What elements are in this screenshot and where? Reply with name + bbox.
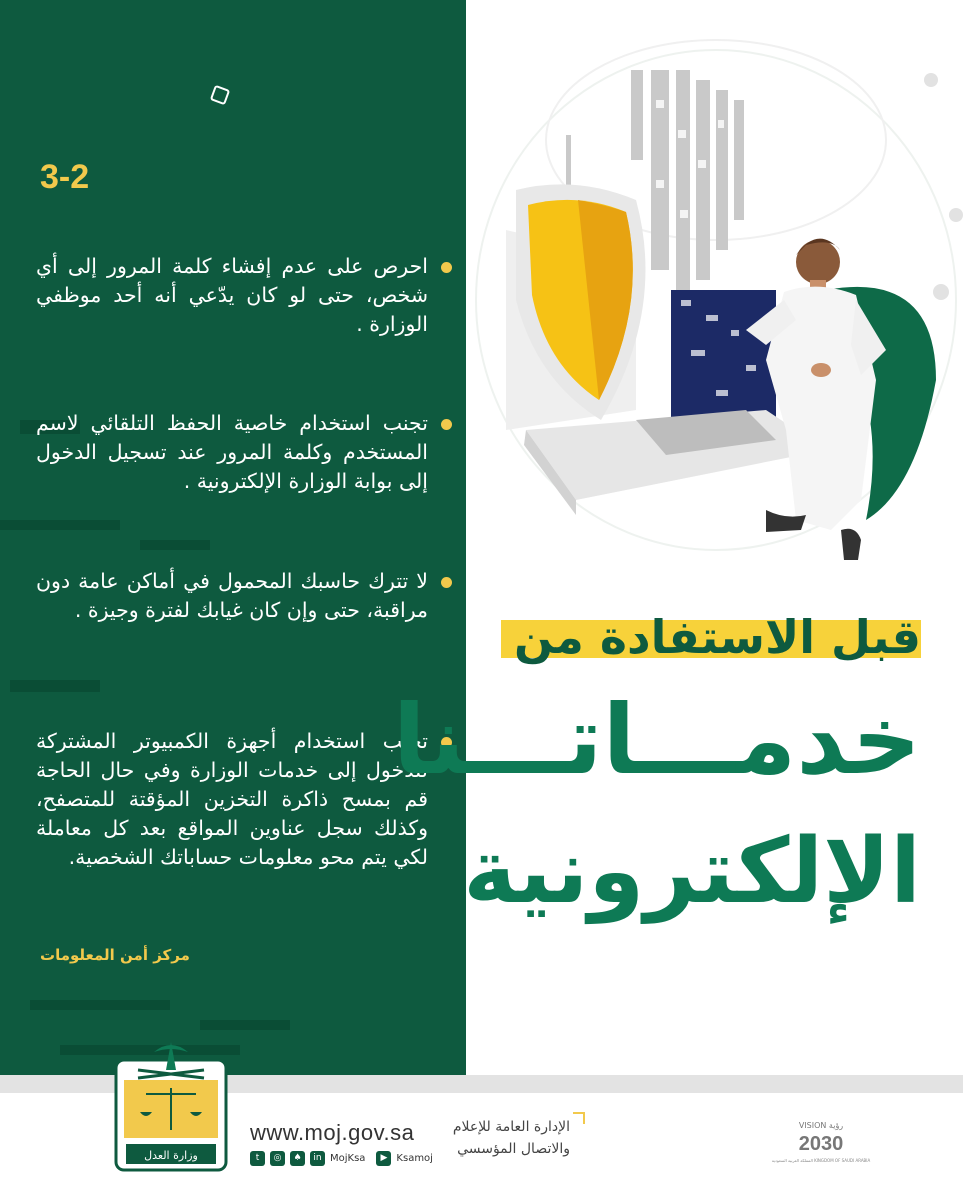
tip-text: لا تترك حاسبك المحمول في أماكن عامة دون مراقبة، حتى وإن كان غيابك لفترة وجيزة . bbox=[36, 569, 428, 622]
tip-text: تجنب استخدام خاصية الحفظ التلقائي لاسم المستخدم وكلمة المرور عند تسجيل الدخول إلى بوابة الوزارة الإلكترونية . bbox=[36, 411, 428, 493]
title-line-1 bbox=[513, 610, 921, 664]
page-number: 3-2 bbox=[40, 158, 90, 196]
vision-label: VISION رؤية bbox=[798, 1121, 844, 1130]
instagram-icon[interactable]: ◎ bbox=[270, 1151, 285, 1166]
social-handle: MojKsa bbox=[330, 1152, 366, 1164]
bullet-dot-icon bbox=[441, 577, 452, 588]
vision-2030-logo bbox=[771, 1118, 871, 1170]
tip-item bbox=[36, 567, 428, 625]
title-line-3: الإلكترونية bbox=[463, 819, 921, 924]
linkedin-icon[interactable]: in bbox=[310, 1151, 325, 1166]
decor-block bbox=[10, 680, 100, 692]
tip-item bbox=[36, 252, 428, 339]
vision-year: 2030 bbox=[798, 1133, 844, 1155]
social-handle: Ksamoj bbox=[396, 1152, 433, 1164]
logo-text: وزارة العدل bbox=[144, 1149, 198, 1162]
title-line-2: خدمـــاتـــنا bbox=[392, 684, 921, 796]
tip-text: تجنب استخدام أجهزة الكمبيوتر المشتركة للدخول إلى خدمات الوزارة وفي حال الحاجة قم بمسح ذاكرة التخزين المؤقتة للمتصفح، وكذلك سجل عناوين المواقع بعد كل معاملة لكي يتم محو معلومات حساباتك الشخصية. bbox=[36, 729, 428, 869]
social-links bbox=[250, 1150, 433, 1166]
ministry-logo bbox=[112, 1040, 230, 1172]
source-label: مركز أمن المعلومات bbox=[40, 946, 190, 964]
dept-corner-icon bbox=[573, 1112, 585, 1124]
security-illustration bbox=[466, 0, 963, 600]
youtube-icon[interactable]: ▶ bbox=[376, 1151, 391, 1166]
tip-item bbox=[36, 727, 428, 872]
tip-item bbox=[36, 409, 428, 496]
decor-block bbox=[0, 520, 120, 530]
twitter-icon[interactable]: t bbox=[250, 1151, 265, 1166]
decor-block bbox=[140, 540, 210, 550]
bullet-dot-icon bbox=[441, 419, 452, 430]
square-icon bbox=[210, 85, 231, 106]
vision-sub: المملكة العربية السعودية KINGDOM OF SAUDI ARABIA bbox=[771, 1158, 871, 1163]
decor-block bbox=[200, 1020, 290, 1030]
bullet-dot-icon bbox=[441, 262, 452, 273]
info-panel bbox=[0, 0, 466, 1075]
decor-block bbox=[30, 1000, 170, 1010]
department-line-2: والاتصال المؤسسي bbox=[457, 1141, 570, 1157]
title-line-1-text: قبل الاستفادة من bbox=[513, 610, 921, 664]
department-name bbox=[452, 1116, 570, 1160]
website-url[interactable]: www.moj.gov.sa bbox=[250, 1120, 415, 1145]
department-line-1: الإدارة العامة للإعلام bbox=[452, 1119, 570, 1135]
tip-text: احرص على عدم إفشاء كلمة المرور إلى أي شخص، حتى لو كان يدّعي أنه أحد موظفي الوزارة . bbox=[36, 254, 428, 336]
snapchat-icon[interactable]: ♠ bbox=[290, 1151, 305, 1166]
hero-area bbox=[392, 0, 963, 1075]
